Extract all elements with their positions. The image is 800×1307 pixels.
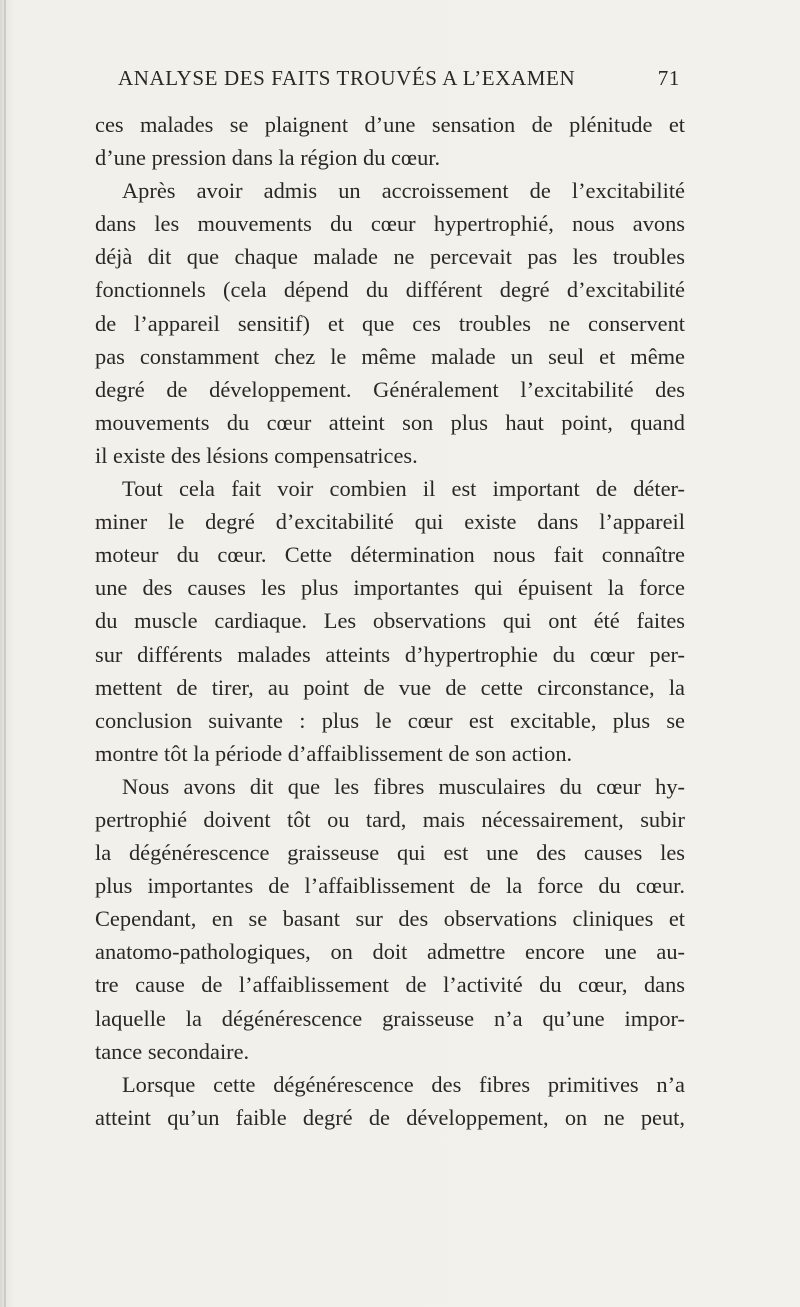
text-line: Tout cela fait voir combien il est important de déter-: [122, 476, 685, 502]
text-line: la dégénérescence graisseuse qui est une des causes les: [95, 840, 685, 866]
text-line: conclusion suivante : plus le cœur est excitable, plus se: [95, 707, 685, 733]
text-line: dans les mouvements du cœur hypertrophié, nous avons: [95, 211, 685, 237]
text-line: du muscle cardiaque. Les observations qui ont été faites: [95, 608, 685, 634]
text-line: d’une pression dans la région du cœur.: [95, 145, 441, 171]
text-line: atteint qu’un faible degré de développement, on ne peut,: [95, 1104, 685, 1130]
text-line: fonctionnels (cela dépend du différent degré d’excitabilité: [95, 277, 685, 303]
page-number: 71: [657, 66, 680, 90]
text-line: mouvements du cœur atteint son plus haut point, quand: [95, 409, 685, 435]
running-head-title: ANALYSE DES FAITS TROUVÉS A L’EXAMEN: [118, 66, 576, 90]
text-line: tance secondaire.: [95, 1038, 250, 1064]
text-line: Après avoir admis un accroissement de l’excitabilité: [122, 178, 685, 204]
text-line: degré de développement. Généralement l’excitabilité des: [95, 376, 685, 402]
text-line: pertrophié doivent tôt ou tard, mais nécessairement, subir: [95, 806, 685, 832]
text-line: il existe des lésions compensatrices.: [95, 442, 418, 468]
text-line: pas constamment chez le même malade un seul et même: [95, 343, 685, 369]
text-line: Nous avons dit que les fibres musculaires du cœur hy-: [122, 773, 685, 799]
text-line: une des causes les plus importantes qui épuisent la force: [95, 575, 685, 601]
text-line: montre tôt la période d’affaiblissement de son action.: [95, 740, 573, 766]
text-line: déjà dit que chaque malade ne percevait pas les troubles: [95, 244, 685, 270]
text-line: laquelle la dégénérescence graisseuse n’a qu’une impor-: [95, 1005, 685, 1031]
page-gutter: [4, 0, 6, 1307]
text-line: anatomo-pathologiques, on doit admettre encore une au-: [95, 939, 685, 965]
text-line: mettent de tirer, au point de vue de cette circonstance, la: [95, 674, 685, 700]
text-line: ces malades se plaignent d’une sensation de plénitude et: [95, 112, 685, 137]
text-line: de l’appareil sensitif) et que ces troubles ne conservent: [95, 310, 685, 336]
text-line: Cependant, en se basant sur des observations cliniques et: [95, 906, 685, 932]
text-line: plus importantes de l’affaiblissement de la force du cœur.: [95, 873, 685, 899]
text-line: miner le degré d’excitabilité qui existe dans l’appareil: [95, 509, 685, 535]
running-head: [118, 66, 680, 96]
text-line: moteur du cœur. Cette détermination nous fait connaître: [95, 542, 685, 568]
text-line: Lorsque cette dégénérescence des fibres primitives n’a: [122, 1071, 685, 1097]
body-text: [95, 108, 685, 1134]
text-line: tre cause de l’affaiblissement de l’activité du cœur, dans: [95, 972, 685, 998]
text-line: sur différents malades atteints d’hypertrophie du cœur per-: [95, 641, 685, 667]
